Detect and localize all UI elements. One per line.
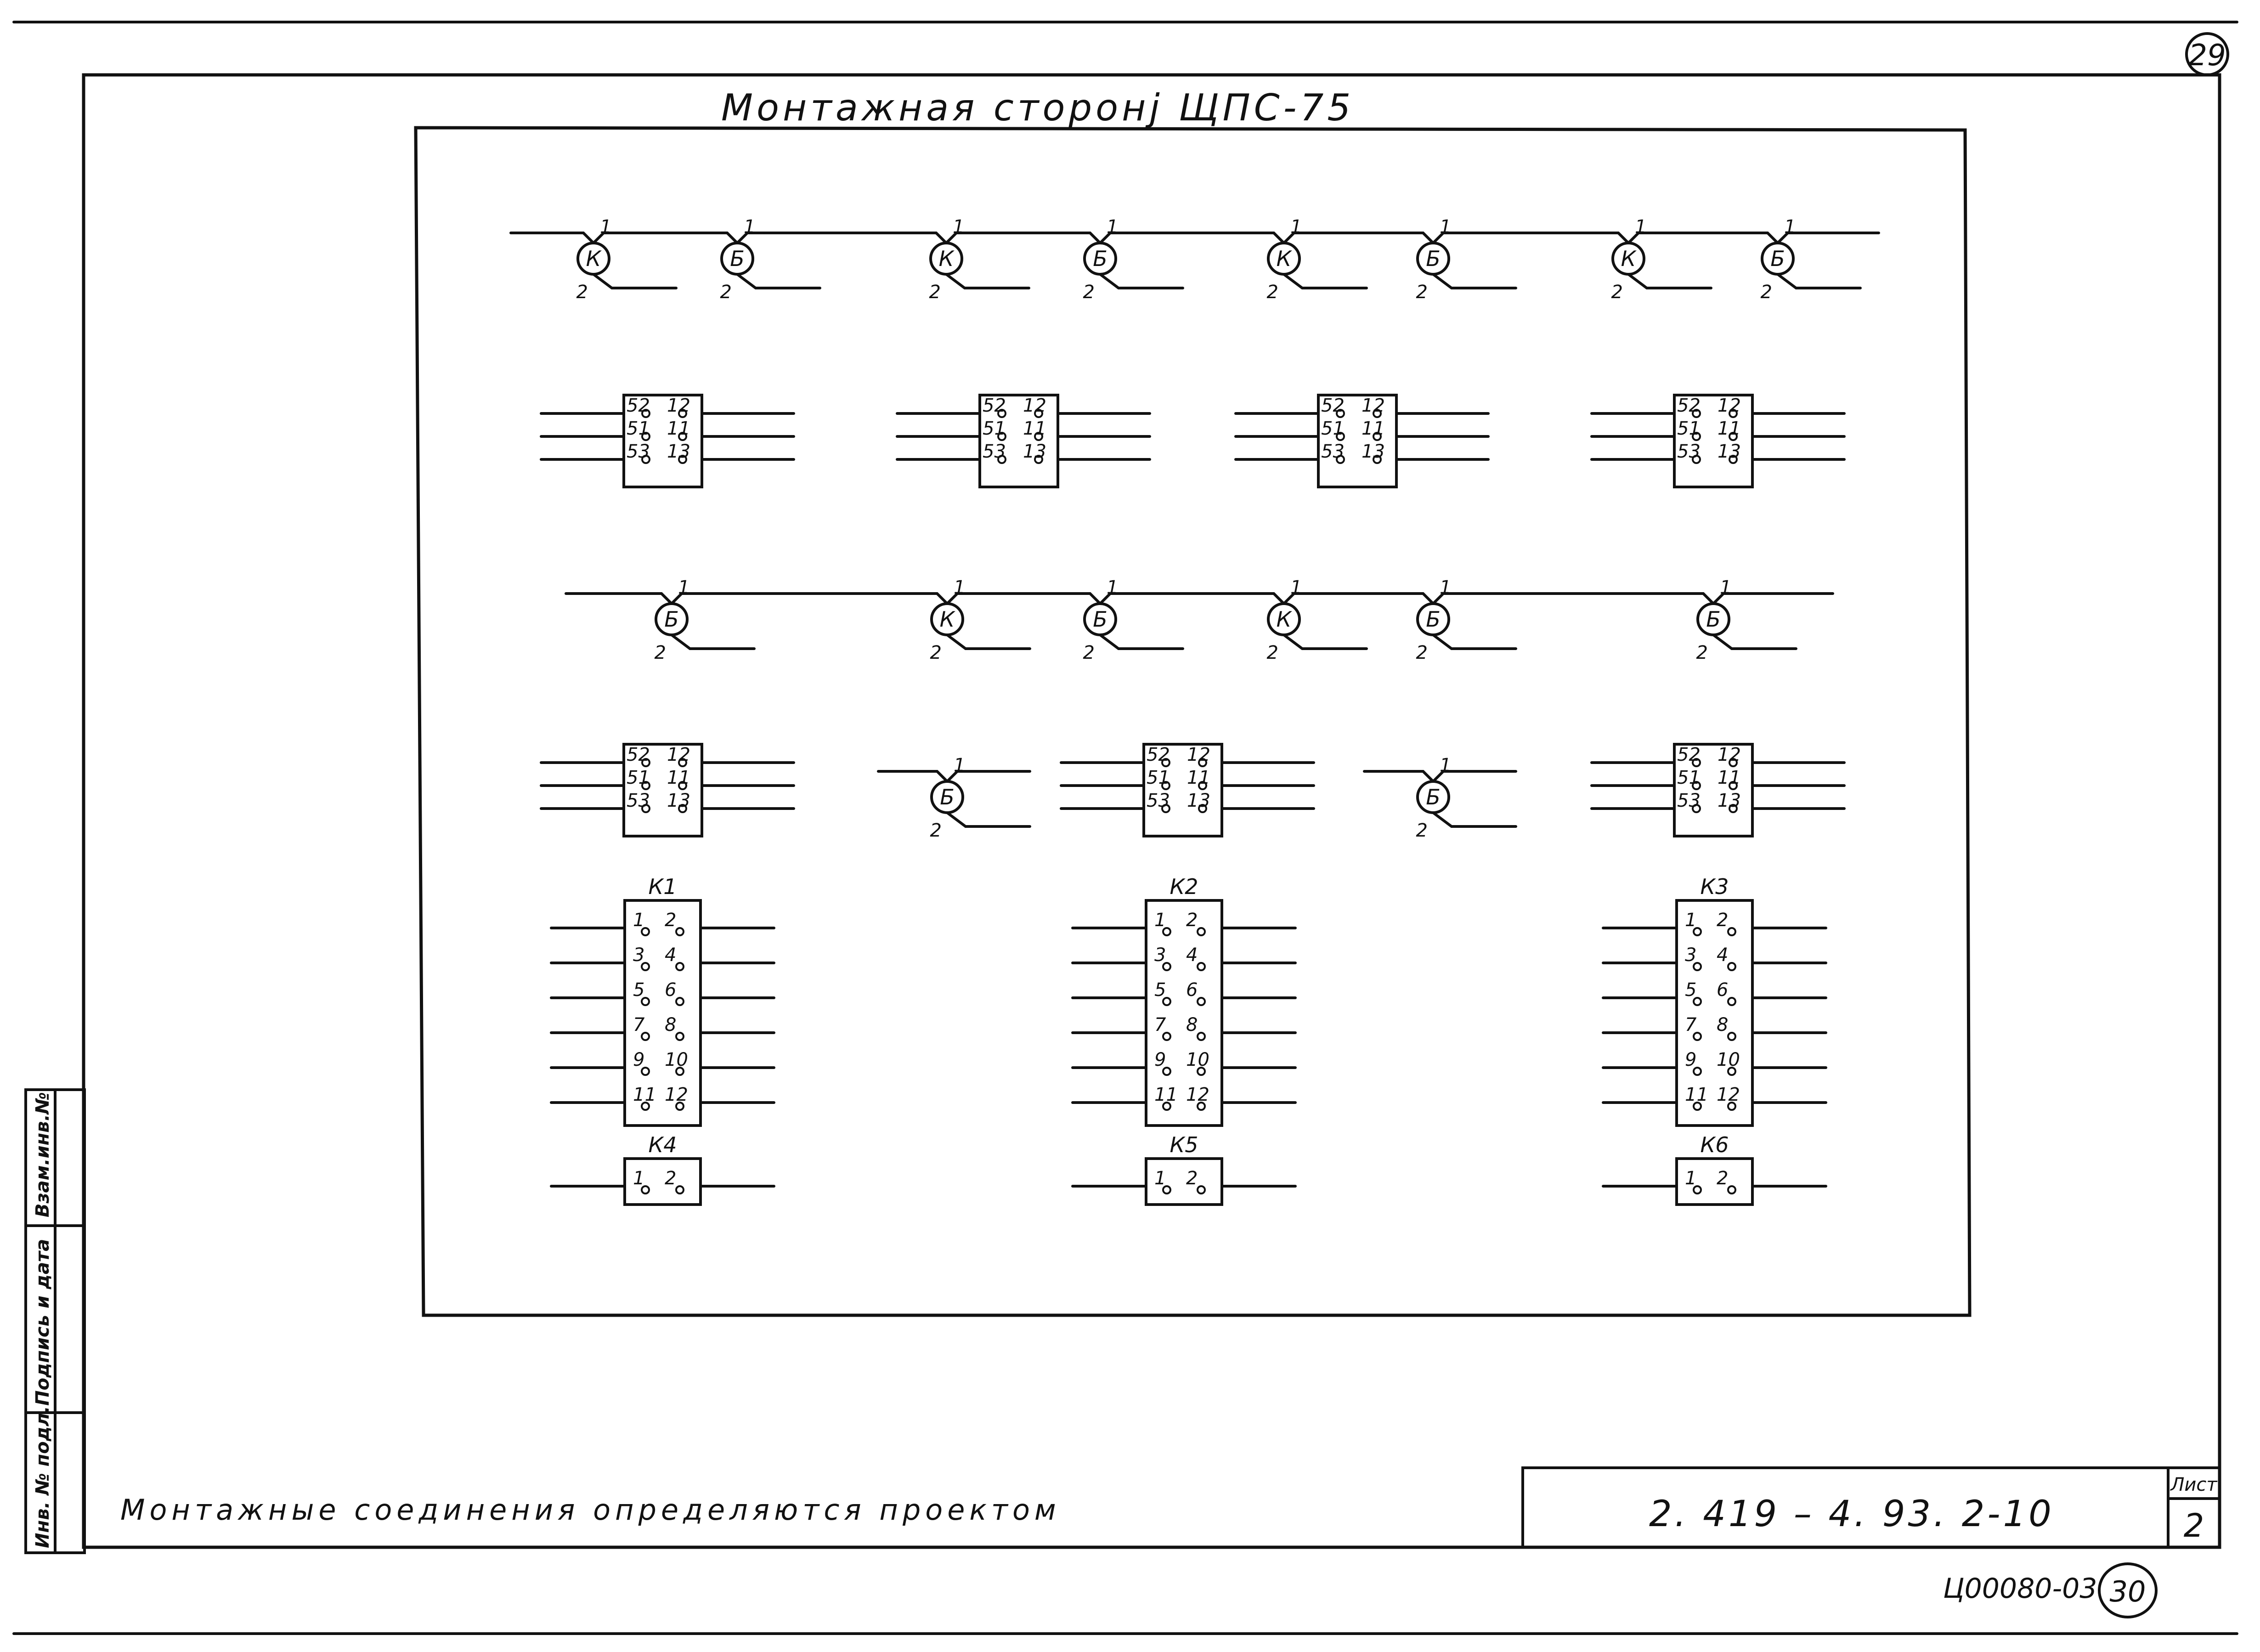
title-block xyxy=(1523,1468,2220,1547)
component-symbol: К xyxy=(1621,246,1636,271)
pin-label-1: 1 xyxy=(954,755,966,776)
pin-label-left: 52 xyxy=(983,395,1006,416)
drawing-title: Монтажная сторонј ЩПС-75 xyxy=(721,86,1355,129)
pin-label-right: 6 xyxy=(1186,979,1198,1001)
terminal-block-row-1 xyxy=(541,395,1844,487)
wire-in xyxy=(1311,233,1433,243)
pin-right xyxy=(1198,928,1205,935)
pin-label-left: 51 xyxy=(627,418,650,439)
wire-in xyxy=(974,233,1100,243)
pin-label-right: 2 xyxy=(1717,1168,1729,1189)
pin-label-right: 2 xyxy=(665,1168,677,1189)
wire-out xyxy=(1100,274,1183,288)
connector-name: К2 xyxy=(1170,874,1198,899)
component-symbol: Б xyxy=(1093,607,1107,632)
pin-label-right: 8 xyxy=(665,1014,677,1035)
wire-in xyxy=(1461,233,1628,243)
pin-label-right: 12 xyxy=(1187,744,1210,765)
top-component-row xyxy=(511,216,1879,303)
pin-label-left: 51 xyxy=(1147,767,1170,788)
pin-label-right: 2 xyxy=(1186,1168,1198,1189)
wire-out xyxy=(593,274,676,288)
pin-label-right: 10 xyxy=(1186,1049,1209,1070)
wire-out xyxy=(1284,635,1367,649)
wire-out xyxy=(947,813,1030,826)
pin-label-right: 2 xyxy=(1186,910,1198,931)
wire-in xyxy=(1461,594,1713,604)
pin-label-right: 12 xyxy=(1718,744,1741,765)
pin-label-2: 2 xyxy=(1266,642,1278,663)
top-sheet-number-text: 29 xyxy=(2188,39,2226,73)
component-symbol: Б xyxy=(1093,246,1107,271)
top-sheet-number xyxy=(2187,34,2228,75)
pin-label-2: 2 xyxy=(720,282,732,303)
component-symbol: К xyxy=(1276,246,1292,271)
pin-label-left: 9 xyxy=(1685,1049,1697,1070)
pin-label-left: 52 xyxy=(627,744,650,765)
pin-label-left: 7 xyxy=(1154,1014,1166,1035)
pin-label-right: 12 xyxy=(665,1084,688,1105)
connector-4 xyxy=(551,1132,774,1205)
pin-label-right: 13 xyxy=(667,441,690,462)
pin-label-left: 52 xyxy=(1677,395,1701,416)
pin-label-left: 53 xyxy=(627,441,650,462)
connector-5 xyxy=(1073,1132,1295,1205)
pin-label-1: 1 xyxy=(1107,577,1119,598)
pin-label-left: 1 xyxy=(1154,910,1166,931)
component-symbol: Б xyxy=(1426,607,1441,632)
wire-out xyxy=(1778,274,1860,288)
component-mid-3 xyxy=(975,577,1183,663)
pin-label-left: 1 xyxy=(1154,1168,1166,1189)
pin-label-1: 1 xyxy=(953,216,965,238)
connector-blocks xyxy=(551,874,1826,1205)
component-symbol: Б xyxy=(1770,246,1785,271)
connector-1 xyxy=(551,874,774,1126)
wire-in xyxy=(621,233,737,243)
pin-label-left: 1 xyxy=(633,1168,645,1189)
pin-label-right: 10 xyxy=(665,1049,688,1070)
pin-label-left: 5 xyxy=(633,979,645,1001)
pin-label-2: 2 xyxy=(1611,282,1623,303)
component-symbol: К xyxy=(1276,607,1292,632)
component-top-7 xyxy=(1461,216,1711,303)
pin-label-right: 8 xyxy=(1186,1014,1198,1035)
pin-right xyxy=(676,1033,684,1040)
pin-label-left: 3 xyxy=(1154,945,1166,966)
connector-name: К5 xyxy=(1170,1132,1198,1157)
pin-label-left: 5 xyxy=(1685,979,1697,1001)
pin-right xyxy=(1728,928,1735,935)
connector-3 xyxy=(1603,874,1826,1126)
pin-label-2: 2 xyxy=(1083,642,1095,663)
pin-label-left: 51 xyxy=(627,767,650,788)
wire-out xyxy=(947,635,1030,649)
pin-right xyxy=(1198,963,1205,970)
component-symbol: Б xyxy=(940,785,955,809)
wire-out xyxy=(1713,635,1796,649)
pin-label-left: 53 xyxy=(1147,790,1170,811)
wire-out xyxy=(672,635,754,649)
pin-right xyxy=(1198,1186,1205,1194)
wire-in xyxy=(1656,233,1778,243)
pin-label-left: 51 xyxy=(1677,767,1701,788)
pin-label-right: 12 xyxy=(1023,395,1046,416)
pin-right xyxy=(676,963,684,970)
wire-in xyxy=(1128,233,1284,243)
pin-label-1: 1 xyxy=(1784,216,1796,238)
bottom-note: Монтажные соединения определяются проектом xyxy=(120,1493,1061,1527)
pin-label-2: 2 xyxy=(1416,820,1428,841)
pin-label-2: 2 xyxy=(930,820,942,841)
pin-label-right: 4 xyxy=(665,945,677,966)
pin-label-right: 4 xyxy=(1186,945,1198,966)
archive-code: Ц00080-03 xyxy=(1943,1573,2097,1605)
pin-label-1: 1 xyxy=(600,216,612,238)
pin-label-right: 12 xyxy=(1186,1084,1209,1105)
pin-label-right: 8 xyxy=(1717,1014,1729,1035)
wire-in xyxy=(1364,771,1433,781)
pin-label-left: 7 xyxy=(1685,1014,1697,1035)
wire-out xyxy=(1628,274,1711,288)
wire-out xyxy=(1284,274,1367,288)
component-lone-2 xyxy=(1364,755,1516,841)
pin-label-left: 53 xyxy=(1677,441,1701,462)
pin-label-right: 13 xyxy=(1718,441,1741,462)
connector-6 xyxy=(1603,1132,1826,1205)
component-mid-5 xyxy=(1311,577,1516,663)
wire-in xyxy=(1128,594,1284,604)
pin-label-right: 11 xyxy=(1362,418,1385,439)
pin-label-left: 51 xyxy=(983,418,1006,439)
pin-label-right: 6 xyxy=(1717,979,1729,1001)
pin-label-right: 12 xyxy=(1717,1084,1740,1105)
pin-label-right: 11 xyxy=(667,418,690,439)
pin-label-1: 1 xyxy=(744,216,756,238)
pin-label-left: 52 xyxy=(627,395,650,416)
component-top-3 xyxy=(765,216,1029,303)
pin-right xyxy=(1728,998,1735,1005)
pin-label-right: 2 xyxy=(665,910,677,931)
pin-label-left: 52 xyxy=(1147,744,1170,765)
pin-label-right: 10 xyxy=(1717,1049,1740,1070)
component-top-6 xyxy=(1311,216,1516,303)
pin-label-left: 1 xyxy=(633,910,645,931)
pin-label-right: 13 xyxy=(1023,441,1046,462)
terminal-block-row-2 xyxy=(541,744,1844,841)
pin-label-left: 1 xyxy=(1685,1168,1697,1189)
pin-right xyxy=(1728,1186,1735,1194)
connector-name: К1 xyxy=(648,874,677,899)
terminal-block-r1-4 xyxy=(1592,395,1844,487)
component-top-2 xyxy=(621,216,820,303)
wire-in xyxy=(699,594,947,604)
terminal-block-r2-1 xyxy=(541,744,794,836)
wire-out xyxy=(737,274,820,288)
pin-label-left: 9 xyxy=(633,1049,645,1070)
pin-label-right: 4 xyxy=(1717,945,1729,966)
component-symbol: К xyxy=(938,246,954,271)
pin-right xyxy=(1198,998,1205,1005)
pin-label-2: 2 xyxy=(654,642,666,663)
terminal-block-r2-2 xyxy=(1061,744,1314,836)
terminal-block-r1-3 xyxy=(1236,395,1488,487)
wire-out xyxy=(1433,635,1516,649)
pin-label-left: 11 xyxy=(1685,1084,1708,1105)
pin-label-1: 1 xyxy=(1440,755,1452,776)
terminal-block-r1-1 xyxy=(541,395,794,487)
side-label-replaced: Взам.инв.№ xyxy=(32,1092,53,1217)
pin-right xyxy=(1728,1033,1735,1040)
side-label-signature: Подпись и дата xyxy=(32,1239,53,1406)
component-symbol: Б xyxy=(664,607,679,632)
pin-label-right: 12 xyxy=(667,744,690,765)
pin-label-right: 11 xyxy=(1187,767,1210,788)
document-code: 2. 419 – 4. 93. 2-10 xyxy=(1649,1494,2054,1535)
pin-label-right: 12 xyxy=(1362,395,1385,416)
component-symbol: К xyxy=(586,246,601,271)
wire-in xyxy=(765,233,946,243)
pin-label-right: 13 xyxy=(1187,790,1210,811)
pin-label-right: 6 xyxy=(665,979,677,1001)
archive-page xyxy=(2099,1564,2156,1617)
pin-label-right: 12 xyxy=(1718,395,1741,416)
pin-label-2: 2 xyxy=(1760,282,1772,303)
pin-label-left: 9 xyxy=(1154,1049,1166,1070)
component-symbol: Б xyxy=(1706,607,1721,632)
component-top-4 xyxy=(974,216,1183,303)
pin-label-2: 2 xyxy=(576,282,588,303)
pin-label-left: 11 xyxy=(1154,1084,1178,1105)
pin-label-1: 1 xyxy=(1720,577,1732,598)
pin-label-2: 2 xyxy=(1083,282,1095,303)
terminal-block-r1-2 xyxy=(897,395,1150,487)
pin-label-right: 12 xyxy=(667,395,690,416)
pin-right xyxy=(676,1186,684,1194)
wire-in xyxy=(1311,594,1433,604)
pin-label-left: 53 xyxy=(627,790,650,811)
component-mid-2 xyxy=(699,577,1030,663)
pin-label-left: 3 xyxy=(633,945,645,966)
pin-label-left: 51 xyxy=(1677,418,1701,439)
pin-label-left: 52 xyxy=(1321,395,1345,416)
pin-label-right: 13 xyxy=(1718,790,1741,811)
pin-label-1: 1 xyxy=(1440,577,1452,598)
component-lone-1 xyxy=(878,755,1030,841)
pin-right xyxy=(676,998,684,1005)
pin-label-left: 53 xyxy=(1677,790,1701,811)
pin-label-1: 1 xyxy=(1635,216,1647,238)
pin-label-2: 2 xyxy=(1696,642,1708,663)
pin-label-left: 3 xyxy=(1685,945,1697,966)
pin-label-1: 1 xyxy=(1107,216,1119,238)
wire-in xyxy=(975,594,1100,604)
pin-label-right: 11 xyxy=(1023,418,1046,439)
wire-out xyxy=(1433,274,1516,288)
pin-label-right: 11 xyxy=(1718,418,1741,439)
wire-in xyxy=(566,594,672,604)
component-symbol: К xyxy=(939,607,955,632)
pin-right xyxy=(1198,1033,1205,1040)
component-symbol: Б xyxy=(730,246,745,271)
side-label-inventory: Инв. № подл. xyxy=(32,1406,53,1548)
wire-in xyxy=(511,233,593,243)
component-top-5 xyxy=(1128,216,1367,303)
pin-right xyxy=(676,928,684,935)
sheet-label: Лист xyxy=(2170,1474,2217,1495)
connector-name: К4 xyxy=(648,1132,677,1157)
component-mid-1 xyxy=(566,577,754,663)
pin-label-right: 13 xyxy=(1362,441,1385,462)
component-mid-4 xyxy=(1128,577,1367,663)
pin-label-right: 13 xyxy=(667,790,690,811)
component-symbol: Б xyxy=(1426,785,1441,809)
pin-label-1: 1 xyxy=(678,577,690,598)
component-symbol: Б xyxy=(1426,246,1441,271)
pin-label-left: 52 xyxy=(1677,744,1701,765)
pin-label-right: 2 xyxy=(1717,910,1729,931)
component-top-1 xyxy=(511,216,676,303)
pin-label-right: 11 xyxy=(1718,767,1741,788)
component-mid-6 xyxy=(1461,577,1833,663)
pin-label-2: 2 xyxy=(1416,642,1428,663)
pin-label-left: 1 xyxy=(1685,910,1697,931)
wire-out xyxy=(1433,813,1516,826)
pin-label-left: 53 xyxy=(1321,441,1345,462)
side-stamp xyxy=(26,1090,85,1553)
pin-label-2: 2 xyxy=(930,642,942,663)
pin-label-left: 5 xyxy=(1154,979,1166,1001)
pin-label-2: 2 xyxy=(1266,282,1278,303)
pin-label-1: 1 xyxy=(1440,216,1452,238)
pin-label-1: 1 xyxy=(1290,216,1302,238)
pin-label-left: 11 xyxy=(633,1084,656,1105)
connector-name: К6 xyxy=(1700,1132,1729,1157)
wire-out xyxy=(946,274,1029,288)
pin-label-right: 11 xyxy=(667,767,690,788)
pin-label-left: 7 xyxy=(633,1014,645,1035)
pin-label-left: 53 xyxy=(983,441,1006,462)
sheet-value: 2 xyxy=(2183,1507,2204,1545)
pin-label-1: 1 xyxy=(1290,577,1302,598)
component-top-8 xyxy=(1656,216,1879,303)
pin-right xyxy=(1728,963,1735,970)
pin-label-1: 1 xyxy=(954,577,966,598)
middle-component-row xyxy=(566,577,1833,663)
pin-label-2: 2 xyxy=(929,282,941,303)
wire-out xyxy=(1100,635,1183,649)
wire-in xyxy=(878,771,947,781)
connector-name: К3 xyxy=(1700,874,1729,899)
archive-page-text: 30 xyxy=(2109,1575,2146,1608)
pin-label-2: 2 xyxy=(1416,282,1428,303)
pin-label-left: 51 xyxy=(1321,418,1345,439)
connector-2 xyxy=(1073,874,1295,1126)
terminal-block-r2-3 xyxy=(1592,744,1844,836)
